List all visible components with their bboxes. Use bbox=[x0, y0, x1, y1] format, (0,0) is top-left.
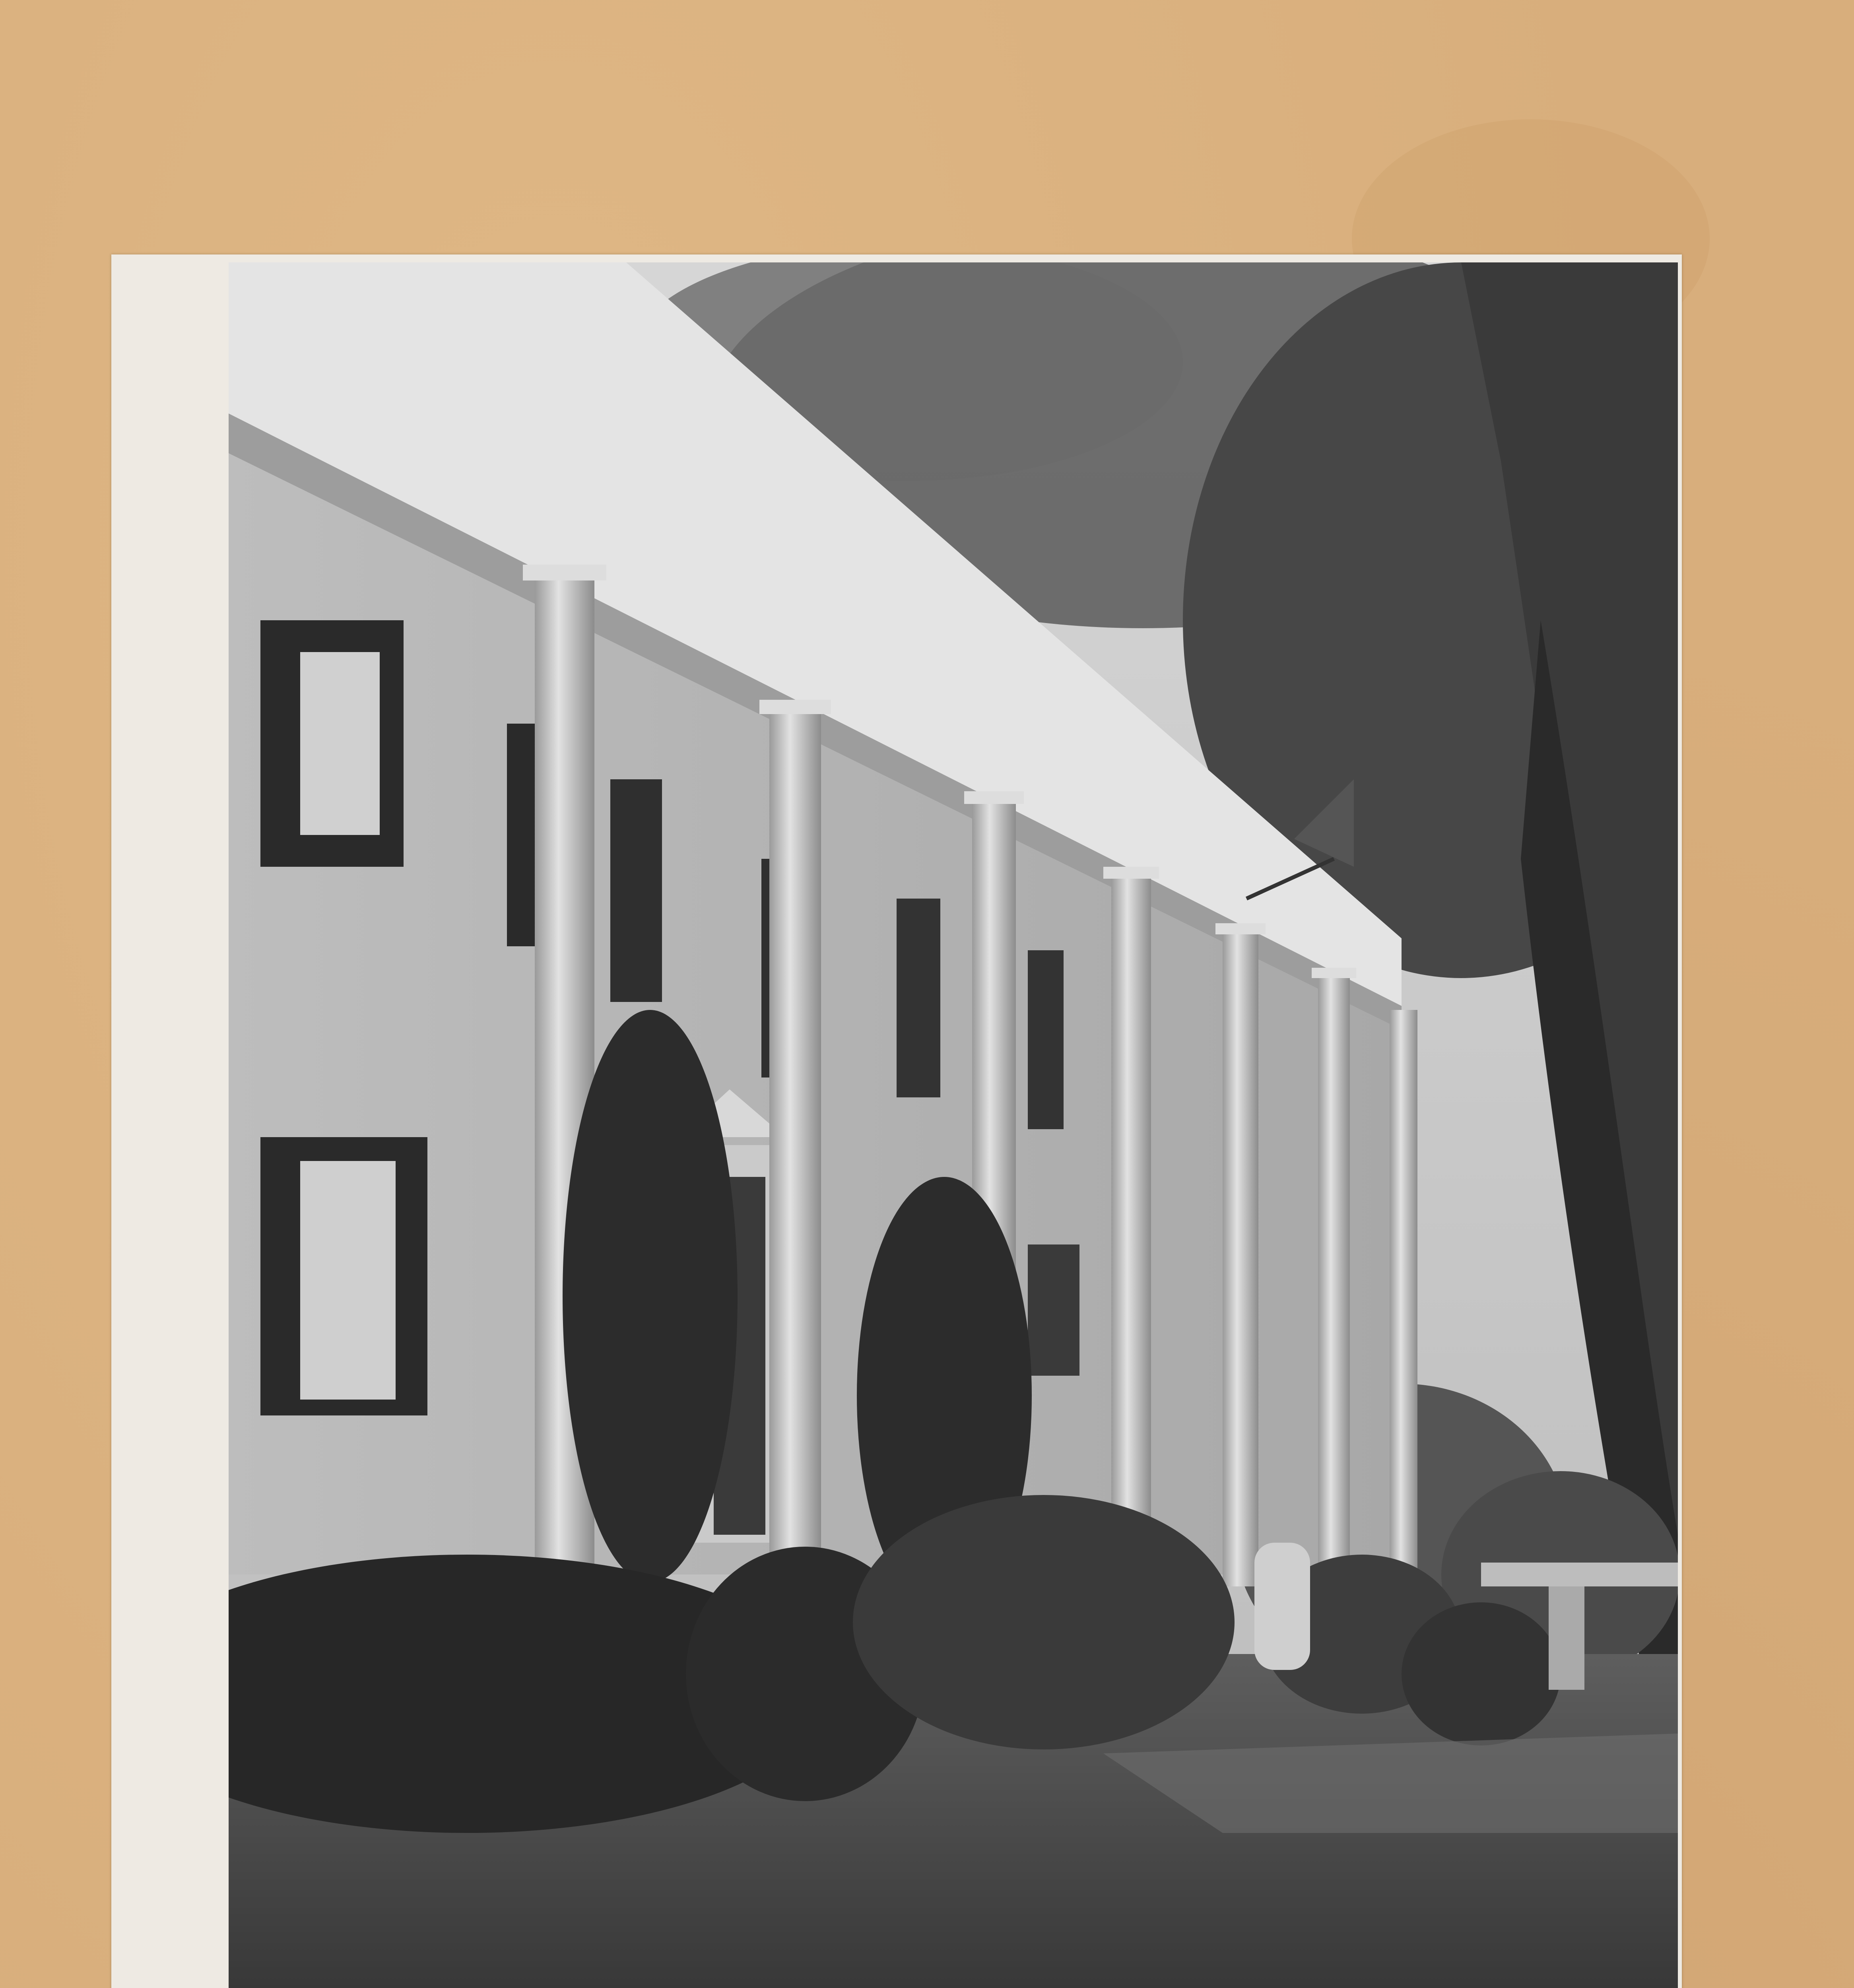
portico-photo-illustration bbox=[229, 262, 1678, 1988]
magazine-clipping bbox=[111, 254, 1682, 1988]
portico-photograph bbox=[229, 262, 1678, 1988]
